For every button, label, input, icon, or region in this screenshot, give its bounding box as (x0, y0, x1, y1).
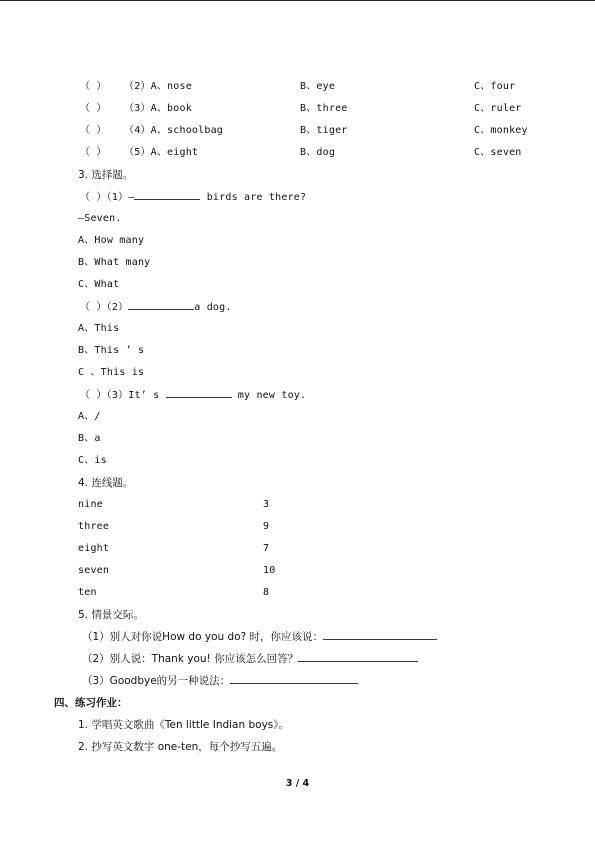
answer-blank[interactable] (166, 387, 232, 398)
option-line: A、How many (78, 235, 145, 246)
option-a: （4）A、schoolbag (124, 125, 224, 136)
section5-heading: 5. 情景交际。 (78, 609, 144, 621)
dialogue-item: （3）Goodbye的另一种说法： (0, 673, 595, 689)
choice-row (0, 101, 595, 117)
question-1 (0, 189, 595, 205)
match-row (0, 563, 595, 579)
match-row (0, 541, 595, 557)
answer-blank[interactable] (323, 629, 437, 640)
option-b: B、eye (300, 81, 336, 92)
answer-parens: （ ） (80, 147, 107, 158)
question-2-suffix: a dog. (194, 302, 232, 313)
question-1-suffix: birds are there? (200, 192, 307, 203)
answer-parens: （ ） (80, 103, 107, 114)
option-a: （3）A、book (124, 103, 192, 114)
question-2 (0, 299, 595, 315)
choice-row (0, 123, 595, 139)
option-b: B、three (300, 103, 348, 114)
page-number: 3 / 4 (285, 778, 310, 789)
option-c: C、seven (474, 147, 522, 158)
answer-line: —Seven. (78, 213, 122, 224)
section3-heading: 3. 选择题。 (78, 169, 134, 181)
question-3 (0, 387, 595, 403)
answer-parens: （ ） (80, 81, 107, 92)
answer-blank[interactable] (128, 299, 194, 310)
option-a: （5）A、eight (124, 147, 199, 158)
match-number[interactable]: 7 (263, 543, 270, 554)
match-word[interactable]: ten (78, 587, 97, 598)
option-a: （2）A、nose (124, 81, 192, 92)
answer-blank[interactable] (298, 651, 418, 662)
option-line: C 、This is (78, 367, 145, 378)
option-c: C、monkey (474, 125, 528, 136)
dialogue-item: （1）别人对你说How do you do? 时，你应该说： (0, 629, 595, 645)
option-c: C、four (474, 81, 516, 92)
answer-blank[interactable] (230, 673, 358, 684)
homework-item: 2. 抄写英文数字 one-ten，每个抄写五遍。 (78, 741, 283, 753)
option-line: B、What many (78, 257, 151, 268)
match-number[interactable]: 9 (263, 521, 270, 532)
option-line: C、What (78, 279, 120, 290)
match-word[interactable]: three (78, 521, 110, 532)
match-word[interactable]: eight (78, 543, 110, 554)
question-3-suffix: my new toy. (231, 390, 307, 401)
answer-blank[interactable] (134, 189, 200, 200)
match-word[interactable]: nine (78, 499, 103, 510)
option-line: B、a (78, 433, 101, 444)
match-row (0, 497, 595, 513)
option-line: A、/ (78, 411, 101, 422)
question-3-prefix: （ ）（3）It’ s (80, 390, 166, 401)
option-c: C、ruler (474, 103, 522, 114)
match-number[interactable]: 8 (263, 587, 270, 598)
answer-parens: （ ） (80, 125, 107, 136)
section4-heading: 4. 连线题。 (78, 477, 134, 489)
match-number[interactable]: 10 (263, 565, 276, 576)
choice-row (0, 79, 595, 95)
option-b: B、dog (300, 147, 336, 158)
match-row (0, 585, 595, 601)
question-2-prefix: （ ）（2） (80, 302, 129, 313)
part4-heading: 四、练习作业： (54, 697, 128, 709)
question-1-prefix: （ ）（1）— (80, 192, 135, 203)
option-line: B、This ’ s (78, 345, 145, 356)
dialogue-item: （2）别人说：Thank you! 你应该怎么回答？ (0, 651, 595, 667)
choice-row (0, 145, 595, 161)
homework-item: 1. 学唱英文歌曲《Ten little Indian boys》。 (78, 719, 290, 731)
match-row (0, 519, 595, 535)
option-line: A、This (78, 323, 120, 334)
option-b: B、tiger (300, 125, 348, 136)
match-word[interactable]: seven (78, 565, 110, 576)
option-line: C、is (78, 455, 107, 466)
match-number[interactable]: 3 (263, 499, 270, 510)
